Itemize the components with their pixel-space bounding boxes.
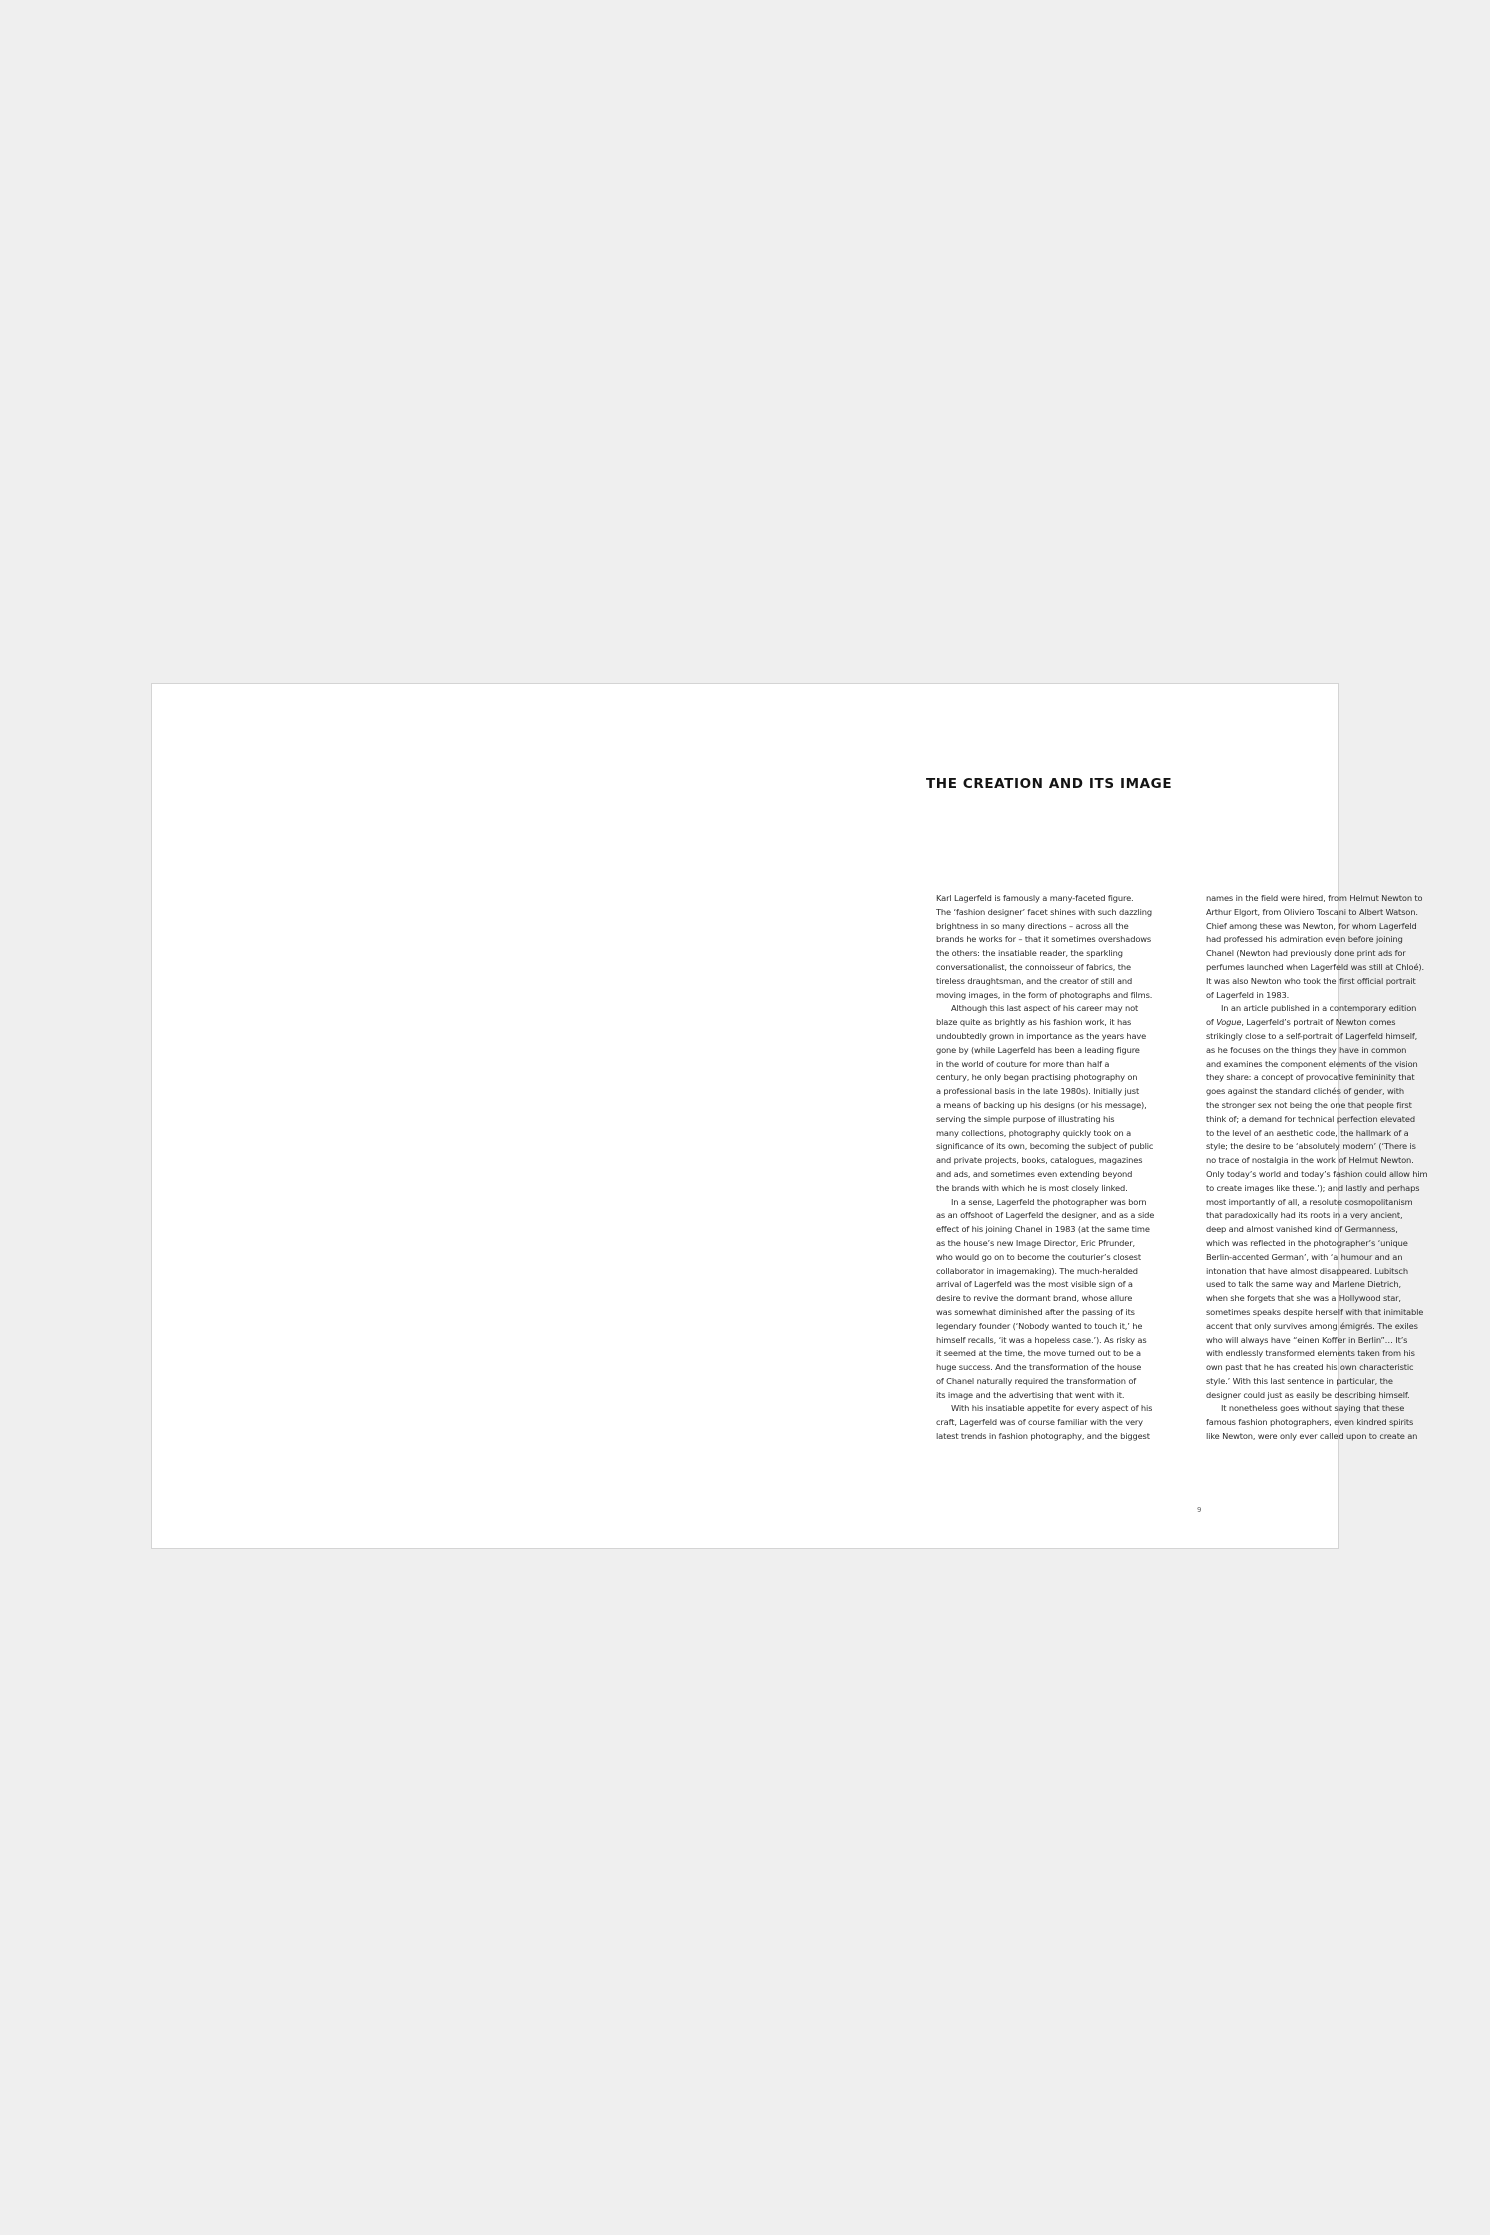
text-line: names in the field were hired, from Helmut Newton to xyxy=(1206,893,1423,903)
text-line: gone by (while Lagerfeld has been a leading figure xyxy=(936,1044,1140,1055)
text-line: goes against the standard clichés of gender, with xyxy=(1206,1086,1404,1097)
text-line: had professed his admiration even before joining xyxy=(1206,934,1403,945)
text-line: collaborator in imagemaking). The much-heralded xyxy=(936,1265,1138,1276)
text-line: and private projects, books, catalogues, magazines xyxy=(936,1155,1143,1166)
text-line: Karl Lagerfeld is famously a many-faceted figure. xyxy=(936,893,1134,903)
text-line: as he focuses on the things they have in common xyxy=(1206,1044,1407,1055)
text-line: to create images like these.’); and lastly and perhaps xyxy=(1206,1182,1420,1193)
text-line: Only today’s world and today’s fashion could allow him xyxy=(1206,1168,1428,1179)
text-line: a means of backing up his designs (or his message), xyxy=(936,1099,1147,1110)
text-line: himself recalls, ‘it was a hopeless case.’). As risky as xyxy=(936,1334,1147,1345)
text-line: to the level of an aesthetic code, the hallmark of a xyxy=(1206,1127,1409,1138)
text-line: most importantly of all, a resolute cosmopolitanism xyxy=(1206,1196,1413,1207)
text-line: Although this last aspect of his career may not xyxy=(951,1003,1139,1014)
text-line: who will always have “einen Koffer in Berlin”… It’s xyxy=(1206,1334,1408,1345)
text-line: In a sense, Lagerfeld the photographer was born xyxy=(951,1196,1147,1207)
text-line: huge success. And the transformation of the house xyxy=(936,1362,1142,1373)
text-line: Berlin-accented German’, with ‘a humour and an xyxy=(1206,1251,1403,1262)
chapter-title: THE CREATION AND ITS IMAGE xyxy=(926,776,1173,792)
text-line: of Chanel naturally required the transformation of xyxy=(936,1375,1137,1386)
text-line: significance of its own, becoming the subject of public xyxy=(936,1141,1154,1152)
book-spread xyxy=(151,683,1428,1549)
text-line: own past that he has created his own characteristic xyxy=(1206,1362,1414,1373)
text-line: perfumes launched when Lagerfeld was still at Chloé). xyxy=(1206,961,1425,972)
text-line: The ‘fashion designer’ facet shines with such dazzling xyxy=(936,906,1153,917)
text-line: used to talk the same way and Marlene Dietrich, xyxy=(1206,1279,1402,1290)
text-line: no trace of nostalgia in the work of Helmut Newton. xyxy=(1206,1155,1414,1166)
text-line: brands he works for – that it sometimes overshadows xyxy=(936,934,1152,945)
text-line: century, he only began practising photography on xyxy=(936,1072,1138,1083)
text-column-left xyxy=(936,892,1186,1444)
text-line: brightness in so many directions – across all the xyxy=(936,920,1129,931)
text-line: effect of his joining Chanel in 1983 (at the same time xyxy=(936,1224,1150,1235)
text-line: designer could just as easily be describing himself. xyxy=(1206,1389,1410,1400)
text-line: strikingly close to a self-portrait of Lagerfeld himself, xyxy=(1206,1030,1418,1041)
text-line: It was also Newton who took the first official portrait xyxy=(1206,975,1416,986)
text-line: conversationalist, the connoisseur of fabrics, the xyxy=(936,961,1131,972)
text-line: craft, Lagerfeld was of course familiar with the very xyxy=(936,1417,1143,1428)
page-number: 9 xyxy=(1197,1506,1202,1514)
text-line: a professional basis in the late 1980s). Initially just xyxy=(936,1086,1140,1097)
text-line: style; the desire to be ‘absolutely modern’ (‘There is xyxy=(1206,1141,1416,1152)
text-line: sometimes speaks despite herself with that inimitable xyxy=(1206,1306,1424,1317)
text-line: its image and the advertising that went with it. xyxy=(936,1389,1125,1400)
text-line: Chief among these was Newton, for whom Lagerfeld xyxy=(1206,920,1417,931)
text-line: the brands with which he is most closely linked. xyxy=(936,1182,1128,1193)
text-line: Chanel (Newton had previously done print ads for xyxy=(1206,948,1406,959)
text-column-right xyxy=(1206,892,1456,1444)
text-line: style.’ With this last sentence in particular, the xyxy=(1206,1375,1393,1386)
text-line: and ads, and sometimes even extending beyond xyxy=(936,1168,1133,1179)
text-line: which was reflected in the photographer’s ‘unique xyxy=(1206,1237,1408,1248)
text-line: as the house’s new Image Director, Eric Pfrunder, xyxy=(936,1237,1136,1248)
text-line: It nonetheless goes without saying that these xyxy=(1221,1403,1405,1414)
text-line: and examines the component elements of the vision xyxy=(1206,1058,1418,1069)
text-line: that paradoxically had its roots in a very ancient, xyxy=(1206,1210,1403,1221)
left-page-blank xyxy=(152,684,746,1548)
text-line: undoubtedly grown in importance as the years have xyxy=(936,1030,1147,1041)
text-line: arrival of Lagerfeld was the most visible sign of a xyxy=(936,1279,1133,1290)
text-line: when she forgets that she was a Hollywood star, xyxy=(1206,1293,1401,1304)
text-line: of Lagerfeld in 1983. xyxy=(1206,989,1290,1000)
text-line: like Newton, were only ever called upon to create an xyxy=(1206,1431,1418,1442)
text-line: Arthur Elgort, from Oliviero Toscani to Albert Watson. xyxy=(1206,906,1418,917)
text-line: desire to revive the dormant brand, whose allure xyxy=(936,1293,1133,1304)
text-line: the others: the insatiable reader, the sparkling xyxy=(936,948,1123,959)
text-line: latest trends in fashion photography, and the biggest xyxy=(936,1431,1150,1442)
text-line: legendary founder (‘Nobody wanted to touch it,’ he xyxy=(936,1320,1143,1331)
text-line: they share: a concept of provocative femininity that xyxy=(1206,1072,1415,1083)
text-line: In an article published in a contemporary edition xyxy=(1221,1003,1417,1014)
text-line: with endlessly transformed elements taken from his xyxy=(1206,1348,1415,1359)
text-line: serving the simple purpose of illustrating his xyxy=(936,1113,1115,1124)
text-line: the stronger sex not being the one that people first xyxy=(1206,1099,1412,1110)
text-line: in the world of couture for more than half a xyxy=(936,1058,1110,1069)
text-line: moving images, in the form of photographs and films. xyxy=(936,989,1153,1000)
text-line: it seemed at the time, the move turned out to be a xyxy=(936,1348,1141,1359)
text-line: was somewhat diminished after the passing of its xyxy=(936,1306,1135,1317)
text-line: as an offshoot of Lagerfeld the designer, and as a side xyxy=(936,1210,1155,1221)
text-line: With his insatiable appetite for every aspect of his xyxy=(951,1403,1153,1414)
text-line: many collections, photography quickly took on a xyxy=(936,1127,1132,1138)
text-line: tireless draughtsman, and the creator of still and xyxy=(936,975,1133,986)
text-line: accent that only survives among émigrés. The exiles xyxy=(1206,1320,1418,1331)
text-line: blaze quite as brightly as his fashion work, it has xyxy=(936,1017,1132,1028)
text-line: of Vogue, Lagerfeld’s portrait of Newton comes xyxy=(1206,1017,1396,1028)
text-line: who would go on to become the couturier’s closest xyxy=(936,1251,1141,1262)
text-line: think of; a demand for technical perfection elevated xyxy=(1206,1113,1415,1124)
right-page xyxy=(746,684,1428,1548)
text-line: intonation that have almost disappeared. Lubitsch xyxy=(1206,1265,1408,1276)
text-line: famous fashion photographers, even kindred spirits xyxy=(1206,1417,1414,1428)
text-line: deep and almost vanished kind of Germanness, xyxy=(1206,1224,1398,1235)
